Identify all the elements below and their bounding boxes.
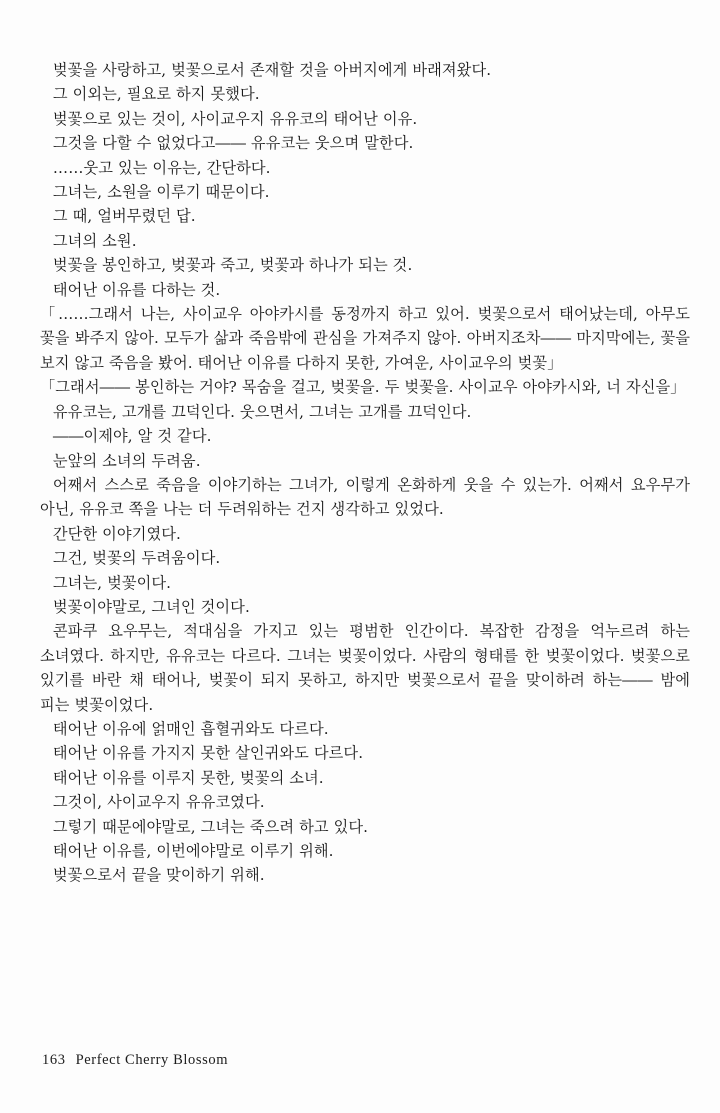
paragraph: 그것이, 사이교우지 유유코였다. bbox=[52, 793, 265, 812]
paragraph: 그 때, 얼버무렸던 답. bbox=[52, 207, 196, 226]
paragraph: 태어난 이유를 이루지 못한, 벚꽃의 소녀. bbox=[52, 768, 324, 787]
paragraph: 태어난 이유를, 이번에야말로 이루기 위해. bbox=[52, 842, 334, 860]
paragraph: 벚꽃으로 있는 것이, 사이교우지 유유코의 태어난 이유. bbox=[52, 109, 418, 128]
paragraph: 간단한 이야기였다. bbox=[52, 524, 181, 543]
paragraph: 그녀는, 벚꽃이다. bbox=[52, 573, 172, 592]
paragraph: 유유코는, 고개를 끄덕인다. 웃으면서, 그녀는 고개를 끄덕인다. bbox=[52, 402, 472, 421]
paragraph: 태어난 이유를 다하는 것. bbox=[52, 280, 221, 299]
page-footer bbox=[42, 1052, 228, 1069]
paragraph: 태어난 이유를 가지지 못한 살인귀와도 다르다. bbox=[52, 744, 364, 763]
paragraph: 벚꽃이야말로, 그녀인 것이다. bbox=[52, 597, 250, 616]
page-number: 163 bbox=[42, 1052, 66, 1068]
paragraph: 벚꽃을 봉인하고, 벚꽃과 죽고, 벚꽃과 하나가 되는 것. bbox=[52, 256, 413, 275]
paragraph: 콘파쿠 요우무는, 적대심을 가지고 있는 평범한 인간이다. 복잡한 감정을 억누르려 하는 소녀였다. 하지만, 유유코는 다르다. 그녀는 벚꽃이었다. 사람의 형태를 한 벚꽃이었다. 벚꽃으로 있기를 바란 채 태어나, 벚꽃이 되지 못하고, 하지만 벚꽃으로서 끝을 맞이하려 하는―― 밤에 피는 벚꽃이었다. bbox=[40, 622, 690, 714]
paragraph: 태어난 이유에 얽매인 흡혈귀와도 다르다. bbox=[52, 719, 329, 738]
paragraph: 「……그래서 나는, 사이교우 아야카시를 동정까지 하고 있어. 벚꽃으로서 태어났는데, 아무도 꽃을 봐주지 않아. 모두가 삶과 죽음밖에 관심을 가져주지 않아. 아버지조차―― 마지막에는, 꽃을 보지 않고 죽음을 봤어. 태어난 이유를 다하지 못한, 가여운, 사이교우의 벚꽃」 bbox=[40, 305, 690, 372]
paragraph: 그녀의 소원. bbox=[52, 231, 137, 250]
paragraph: 눈앞의 소녀의 두려움. bbox=[52, 451, 201, 470]
paragraph: 「그래서―― 봉인하는 거야? 목숨을 걸고, 벚꽃을. 두 벚꽃을. 사이교우 아야카시와, 너 자신을」 bbox=[40, 378, 686, 397]
paragraph: 벚꽃으로서 끝을 맞이하기 위해. bbox=[52, 866, 265, 885]
paragraph: 어째서 스스로 죽음을 이야기하는 그녀가, 이렇게 온화하게 웃을 수 있는가. 어째서 요우무가 아닌, 유유코 쪽을 나는 더 두려워하는 건지 생각하고 있었다. bbox=[40, 475, 690, 519]
paragraph: ――이제야, 알 것 같다. bbox=[52, 427, 212, 446]
paragraph: 그건, 벚꽃의 두려움이다. bbox=[52, 549, 221, 568]
paragraph: 벚꽃을 사랑하고, 벚꽃으로서 존재할 것을 아버지에게 바래져왔다. bbox=[52, 61, 492, 79]
book-title: Perfect Cherry Blossom bbox=[75, 1052, 229, 1068]
paragraph: 그것을 다할 수 없었다고―― 유유코는 웃으며 말한다. bbox=[52, 134, 414, 153]
paragraph: 그 이외는, 필요로 하지 못했다. bbox=[52, 85, 260, 104]
paragraph: 그녀는, 소원을 이루기 때문이다. bbox=[52, 183, 270, 202]
paragraph: ……웃고 있는 이유는, 간단하다. bbox=[52, 158, 271, 177]
paragraph: 그렇기 때문에야말로, 그녀는 죽으려 하고 있다. bbox=[52, 817, 369, 836]
page-body-text bbox=[40, 58, 690, 888]
